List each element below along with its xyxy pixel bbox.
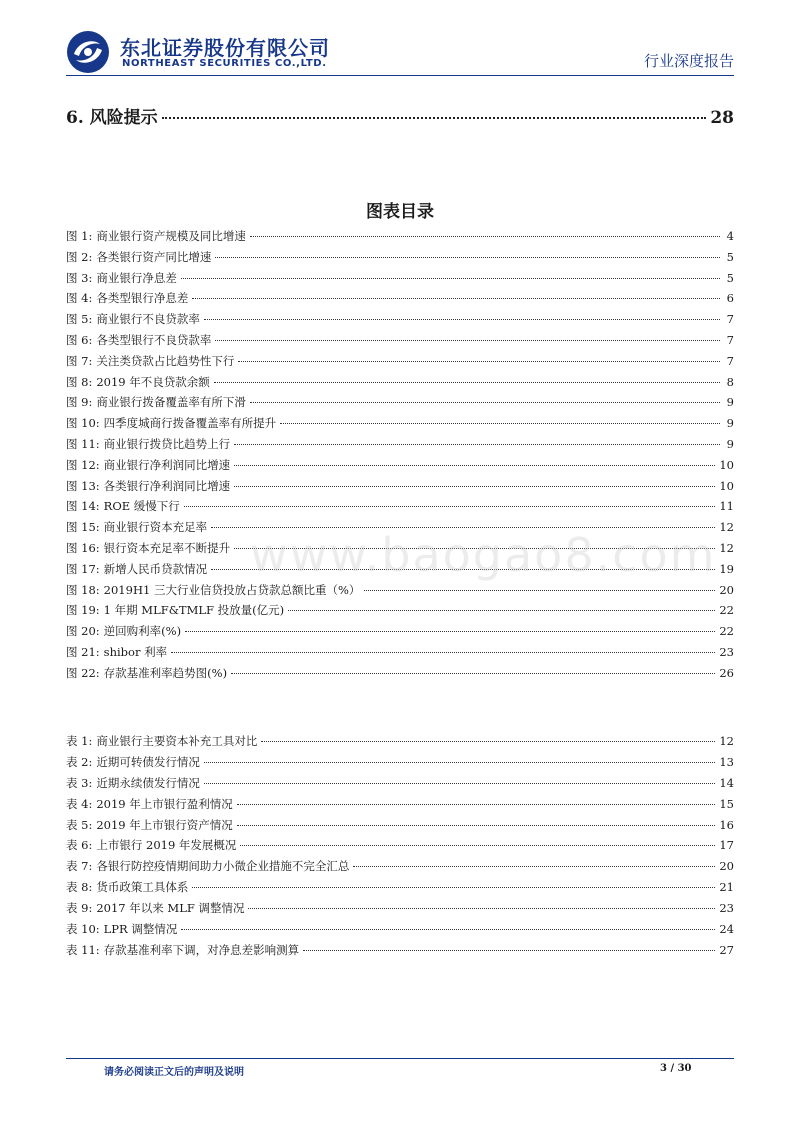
company-logo-icon: [66, 30, 110, 74]
dot-leader: [303, 950, 715, 951]
figure-page: 7: [726, 332, 734, 347]
figure-entry[interactable]: [66, 228, 734, 249]
figure-title: 商业银行不良贷款率: [96, 312, 200, 327]
figure-title: 商业银行拨贷比趋势上行: [103, 436, 231, 451]
figure-entry[interactable]: [66, 498, 734, 519]
company-name-cn: 东北证券股份有限公司: [120, 36, 330, 60]
table-title: 2017 年以来 MLF 调整情况: [96, 901, 245, 916]
figure-number: 图 10:: [66, 416, 100, 431]
figure-entry[interactable]: [66, 623, 734, 644]
table-number: 表 11:: [66, 942, 100, 957]
figure-page: 4: [726, 229, 734, 243]
figure-page: 11: [719, 499, 734, 514]
toc-entry-risk[interactable]: [66, 103, 734, 129]
figure-entry[interactable]: [66, 374, 734, 395]
table-page: 13: [719, 754, 734, 769]
figure-title: 各类银行净利润同比增速: [103, 478, 231, 493]
figure-list: [66, 228, 734, 686]
figure-page: 10: [719, 478, 734, 493]
figure-title: 关注类贷款占比趋势性下行: [96, 353, 235, 368]
figure-page: 8: [726, 374, 734, 389]
table-number: 表 9:: [66, 901, 93, 916]
table-title: LPR 调整情况: [103, 922, 178, 937]
figure-entry[interactable]: [66, 665, 734, 686]
table-title: 近期可转债发行情况: [96, 754, 200, 769]
table-entry[interactable]: [66, 900, 734, 921]
table-title: 商业银行主要资本补充工具对比: [96, 734, 258, 748]
table-page: 23: [719, 901, 734, 916]
table-entry[interactable]: [66, 879, 734, 900]
dot-leader: [215, 257, 720, 258]
table-page: 27: [719, 942, 734, 957]
dot-leader: [234, 548, 715, 549]
figure-page: 5: [726, 270, 734, 285]
figure-entry[interactable]: [66, 561, 734, 582]
dot-leader: [181, 278, 720, 279]
figure-number: 图 2:: [66, 249, 93, 264]
table-title: 近期永续债发行情况: [96, 775, 200, 790]
table-number: 表 4:: [66, 796, 93, 811]
figure-page: 26: [719, 665, 734, 680]
dot-leader: [204, 762, 716, 763]
dot-leader: [250, 236, 720, 237]
table-number: 表 3:: [66, 775, 93, 790]
dot-leader: [204, 319, 720, 320]
figure-page: 22: [719, 624, 734, 639]
figure-title: 各类型银行净息差: [96, 291, 189, 306]
figure-number: 图 15:: [66, 520, 100, 535]
dot-leader: [234, 444, 720, 445]
figure-title: 2019 年不良贷款余额: [96, 374, 210, 389]
figure-page: 10: [719, 457, 734, 472]
figure-list-title: 图表目录: [366, 202, 434, 222]
figure-entry[interactable]: [66, 457, 734, 478]
dot-leader: [364, 590, 715, 591]
dot-leader: [171, 652, 715, 653]
dot-leader: [192, 887, 715, 888]
table-list: [66, 733, 734, 963]
figure-entry[interactable]: [66, 602, 734, 623]
figure-title: ROE 缓慢下行: [103, 499, 180, 514]
figure-page: 9: [726, 436, 734, 451]
figure-number: 图 14:: [66, 499, 100, 514]
dot-leader: [211, 527, 715, 528]
table-title: 2019 年上市银行资产情况: [96, 817, 233, 832]
dot-leader: [181, 929, 715, 930]
figure-title: 各类型银行不良贷款率: [96, 332, 212, 347]
table-entry[interactable]: [66, 921, 734, 942]
figure-page: 7: [726, 353, 734, 368]
figure-number: 图 4:: [66, 291, 93, 306]
figure-page: 19: [719, 561, 734, 576]
figure-page: 9: [726, 416, 734, 431]
figure-number: 图 22:: [66, 665, 100, 680]
dot-leader: [237, 825, 716, 826]
table-entry[interactable]: [66, 775, 734, 796]
figure-title: 商业银行净息差: [96, 270, 177, 285]
table-number: 表 10:: [66, 922, 100, 937]
watermark: www.baogao8.com: [250, 528, 717, 582]
dot-leader: [234, 465, 715, 466]
figure-number: 图 17:: [66, 561, 100, 576]
figure-number: 图 18:: [66, 582, 100, 597]
dot-leader: [280, 423, 720, 424]
figure-entry[interactable]: [66, 290, 734, 311]
figure-entry[interactable]: [66, 415, 734, 436]
dot-leader: [238, 361, 720, 362]
figure-title: 四季度城商行拨备覆盖率有所提升: [103, 416, 277, 431]
table-page: 15: [719, 796, 734, 811]
figure-entry[interactable]: [66, 436, 734, 457]
figure-page: 5: [726, 249, 734, 264]
table-title: 上市银行 2019 年发展概况: [96, 838, 237, 853]
figure-page: 20: [719, 582, 734, 597]
figure-title: 2019H1 三大行业信贷投放占贷款总额比重（%）: [103, 582, 361, 597]
figure-title: 新增人民币贷款情况: [103, 561, 208, 576]
figure-title: 商业银行资本充足率: [103, 520, 208, 535]
table-number: 表 2:: [66, 754, 93, 769]
figure-entry[interactable]: [66, 644, 734, 665]
figure-entry[interactable]: [66, 394, 734, 415]
figure-number: 图 1:: [66, 229, 93, 243]
toc-entry-label: 6. 风险提示: [66, 108, 158, 128]
table-entry[interactable]: [66, 733, 734, 754]
table-page: 14: [719, 775, 734, 790]
figure-page: 12: [719, 520, 734, 535]
figure-number: 图 12:: [66, 457, 100, 472]
dot-leader: [250, 402, 720, 403]
figure-page: 22: [719, 603, 734, 618]
dot-leader: [211, 569, 715, 570]
table-number: 表 5:: [66, 817, 93, 832]
dot-leader: [261, 741, 715, 742]
figure-entry[interactable]: [66, 519, 734, 540]
figure-number: 图 7:: [66, 353, 93, 368]
report-type: 行业深度报告: [643, 52, 734, 70]
figure-entry[interactable]: [66, 540, 734, 561]
table-entry[interactable]: [66, 796, 734, 817]
dot-leader: [240, 845, 715, 846]
figure-number: 图 6:: [66, 332, 93, 347]
figure-page: 6: [726, 291, 734, 306]
figure-title: 存款基准利率趋势图(%): [103, 665, 228, 680]
dot-leader: [234, 486, 715, 487]
figure-number: 图 20:: [66, 624, 100, 639]
table-page: 17: [719, 838, 734, 853]
dot-leader: [288, 610, 715, 611]
figure-number: 图 9:: [66, 395, 93, 410]
figure-number: 图 3:: [66, 270, 93, 285]
dot-leader: [248, 908, 715, 909]
table-title: 货币政策工具体系: [96, 880, 189, 895]
figure-entry[interactable]: [66, 311, 734, 332]
figure-entry[interactable]: [66, 582, 734, 603]
figure-number: 图 13:: [66, 478, 100, 493]
figure-number: 图 11:: [66, 436, 100, 451]
table-number: 表 6:: [66, 838, 93, 853]
header-divider: [66, 75, 734, 76]
table-page: 24: [719, 922, 734, 937]
dot-leader: [185, 631, 715, 632]
figure-number: 图 21:: [66, 644, 100, 659]
table-entry[interactable]: [66, 858, 734, 879]
figure-number: 图 16:: [66, 540, 100, 555]
table-title: 各银行防控疫情期间助力小微企业措施不完全汇总: [96, 859, 350, 874]
figure-page: 12: [719, 540, 734, 555]
page-header: [66, 30, 734, 74]
dot-leader: [353, 866, 715, 867]
figure-entry[interactable]: [66, 478, 734, 499]
toc-entry-page: 28: [710, 108, 734, 128]
figure-title: 各类银行资产同比增速: [96, 249, 212, 264]
table-entry[interactable]: [66, 754, 734, 775]
figure-title: 商业银行资产规模及同比增速: [96, 229, 246, 243]
table-page: 16: [719, 817, 734, 832]
table-entry[interactable]: [66, 942, 734, 963]
figure-number: 图 19:: [66, 603, 100, 618]
table-title: 2019 年上市银行盈利情况: [96, 796, 233, 811]
footer-page-number: 3 / 30: [660, 1063, 692, 1074]
table-number: 表 1:: [66, 734, 93, 748]
table-page: 20: [719, 859, 734, 874]
table-page: 12: [719, 734, 734, 748]
dot-leader: [184, 506, 716, 507]
figure-entry[interactable]: [66, 353, 734, 374]
figure-number: 图 8:: [66, 374, 93, 389]
figure-entry[interactable]: [66, 270, 734, 291]
dot-leader: [237, 804, 716, 805]
figure-title: 逆回购利率(%): [103, 624, 182, 639]
dot-leader: [214, 382, 720, 383]
dot-leader: [204, 783, 716, 784]
table-number: 表 8:: [66, 880, 93, 895]
figure-title: 1 年期 MLF&TMLF 投放量(亿元): [103, 603, 285, 618]
dot-leader: [215, 340, 720, 341]
dot-leader: [162, 117, 707, 119]
footer-divider: [66, 1058, 734, 1059]
footer-disclaimer: 请务必阅读正文后的声明及说明: [104, 1067, 244, 1078]
table-page: 21: [719, 880, 734, 895]
figure-entry[interactable]: [66, 249, 734, 270]
dot-leader: [231, 673, 715, 674]
figure-title: 银行资本充足率不断提升: [103, 540, 231, 555]
figure-number: 图 5:: [66, 312, 93, 327]
figure-page: 7: [726, 312, 734, 327]
figure-title: 商业银行拨备覆盖率有所下滑: [96, 395, 246, 410]
table-entry[interactable]: [66, 817, 734, 838]
table-title: 存款基准利率下调，对净息差影响测算: [103, 942, 300, 957]
figure-title: 商业银行净利润同比增速: [103, 457, 231, 472]
figure-title: shibor 利率: [103, 644, 168, 659]
company-name-en: NORTHEAST SECURITIES CO.,LTD.: [122, 58, 327, 69]
figure-entry[interactable]: [66, 332, 734, 353]
dot-leader: [192, 298, 720, 299]
figure-page: 23: [719, 644, 734, 659]
figure-page: 9: [726, 395, 734, 410]
table-number: 表 7:: [66, 859, 93, 874]
table-entry[interactable]: [66, 837, 734, 858]
